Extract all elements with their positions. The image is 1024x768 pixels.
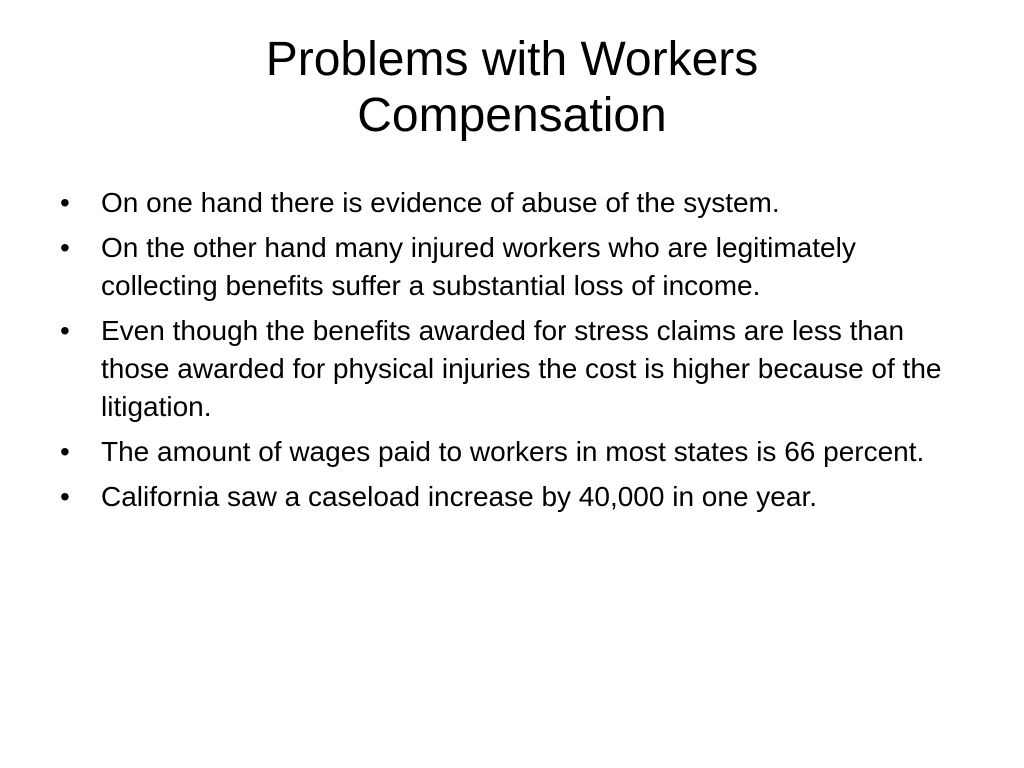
bullet-text: Even though the benefits awarded for stress claims are less than those awarded for physical injuries the cost is higher because of the litigation. xyxy=(101,315,942,422)
bullet-text: California saw a caseload increase by 40,000 in one year. xyxy=(101,481,817,512)
title-line-2: Compensation xyxy=(357,89,667,142)
bullet-item xyxy=(60,229,970,305)
slide-title xyxy=(0,32,1024,144)
bullet-icon: • xyxy=(60,315,70,346)
bullet-item xyxy=(60,433,970,471)
bullet-item xyxy=(60,312,970,426)
bullet-text: The amount of wages paid to workers in most states is 66 percent. xyxy=(101,436,925,467)
bullet-text: On the other hand many injured workers who are legitimately collecting benefits suffer a substantial loss of income. xyxy=(101,232,856,301)
bullet-icon: • xyxy=(60,232,70,263)
bullet-icon: • xyxy=(60,436,70,467)
bullet-item xyxy=(60,184,970,222)
title-line-1: Problems with Workers xyxy=(265,33,759,86)
bullet-item xyxy=(60,478,970,516)
bullet-text: On one hand there is evidence of abuse of the system. xyxy=(101,187,780,218)
bullet-list xyxy=(60,184,970,523)
bullet-icon: • xyxy=(60,481,70,512)
bullet-icon: • xyxy=(60,187,70,218)
